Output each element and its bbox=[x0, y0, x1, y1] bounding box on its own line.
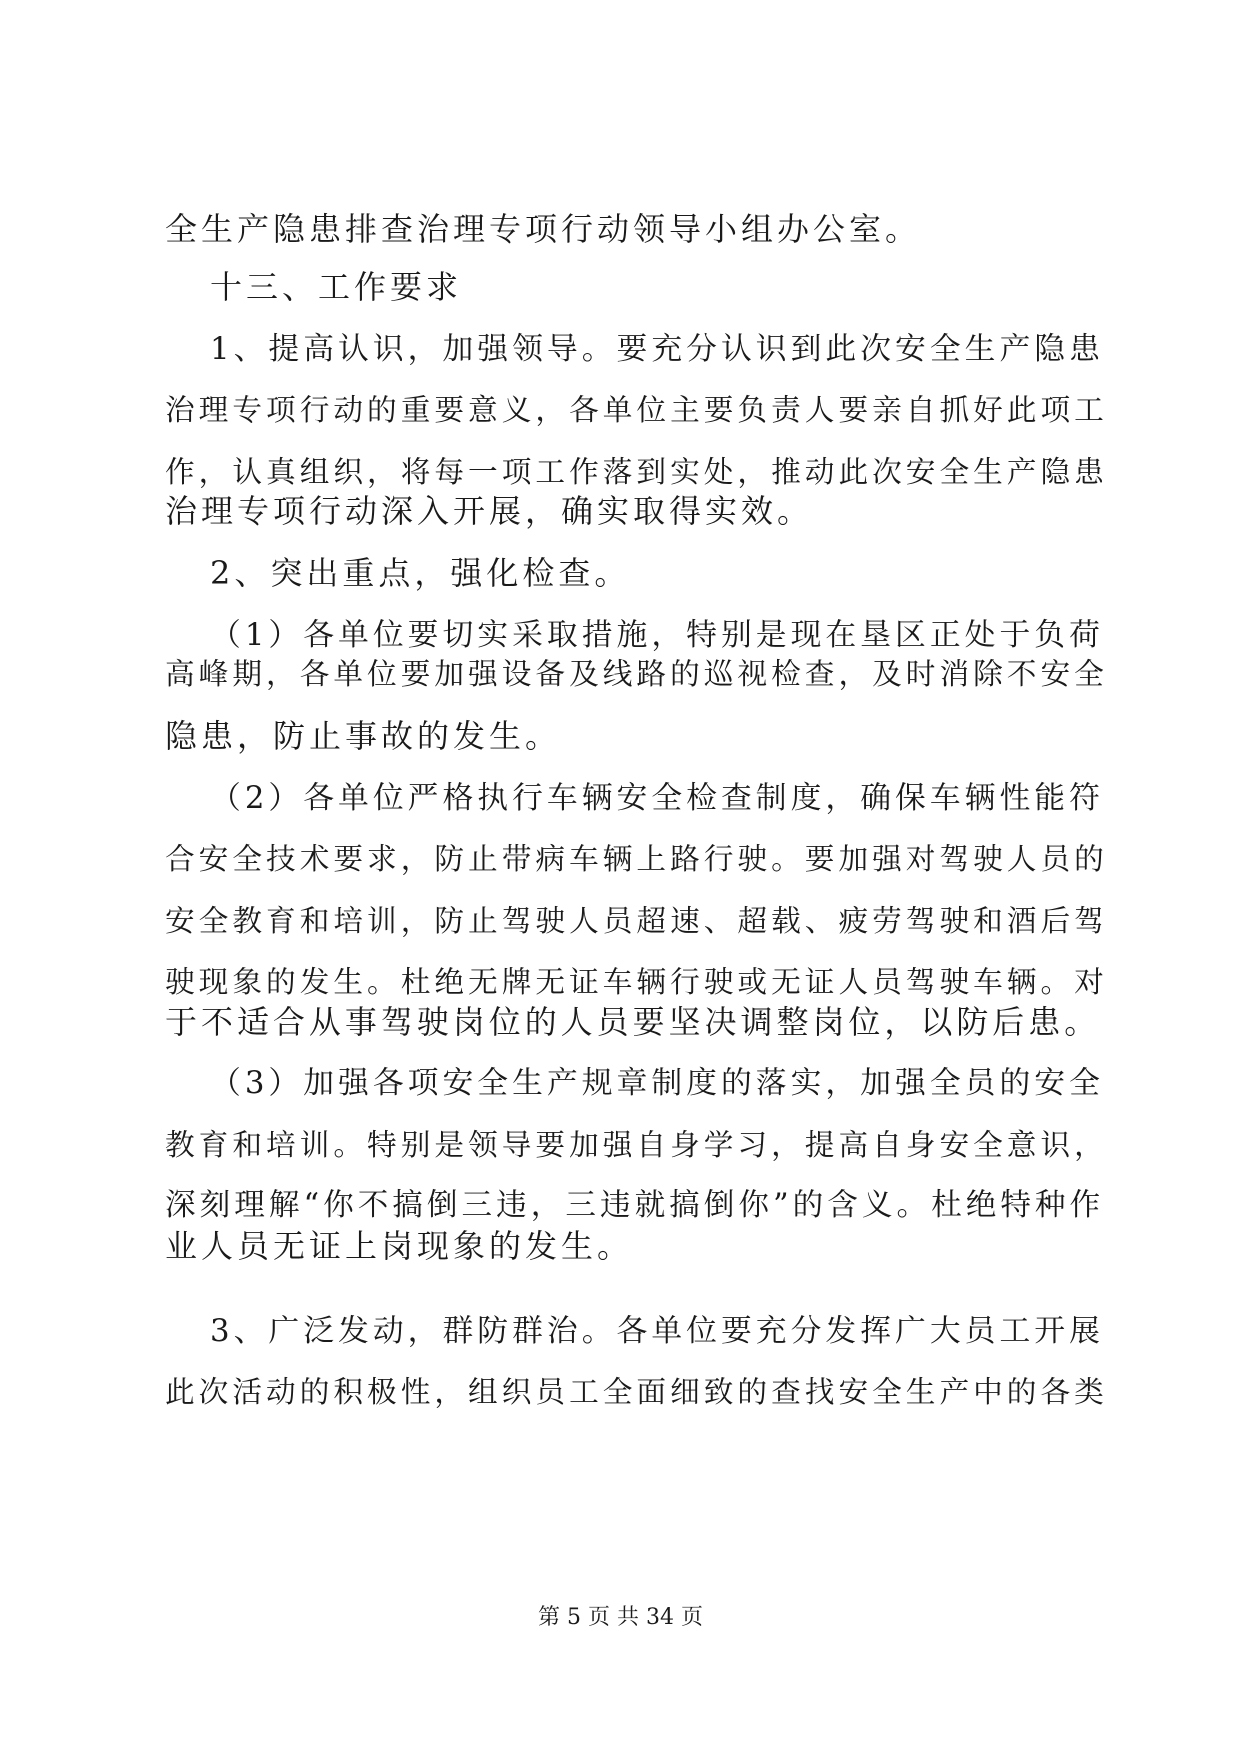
body-text-line: （3）加强各项安全生产规章制度的落实，加强全员的安全 bbox=[210, 1065, 1104, 1101]
body-text-line: （2）各单位严格执行车辆安全检查制度，确保车辆性能符 bbox=[210, 780, 1104, 816]
body-text-line: 于不适合从事驾驶岗位的人员要坚决调整岗位，以防后患。 bbox=[165, 1003, 1101, 1041]
body-text-line: 全生产隐患排查治理专项行动领导小组办公室。 bbox=[165, 210, 922, 248]
body-text-line: 驶现象的发生。杜绝无牌无证车辆行驶或无证人员驾驶车辆。对 bbox=[165, 964, 1108, 999]
body-text-line: 深刻理解“你不搞倒三违，三违就搞倒你”的含义。杜绝特种作 bbox=[165, 1188, 1105, 1223]
body-text-line: 治理专项行动深入开展，确实取得实效。 bbox=[165, 492, 814, 530]
body-text-line: 此次活动的积极性，组织员工全面细致的查找安全生产中的各类 bbox=[165, 1374, 1108, 1409]
section-heading: 十三、工作要求 bbox=[210, 268, 463, 306]
page-number-footer: 第 5 页 共 34 页 bbox=[538, 1605, 703, 1630]
subsection-heading: 2、突出重点，强化检查。 bbox=[210, 554, 631, 592]
body-text-line: 高峰期，各单位要加强设备及线路的巡视检查，及时消除不安全 bbox=[165, 656, 1108, 691]
body-text-line: （1）各单位要切实采取措施，特别是现在垦区正处于负荷 bbox=[210, 617, 1104, 653]
body-text-line: 合安全技术要求，防止带病车辆上路行驶。要加强对驾驶人员的 bbox=[165, 841, 1108, 876]
body-text-line: 3、广泛发动，群防群治。各单位要充分发挥广大员工开展 bbox=[210, 1313, 1104, 1349]
body-text-line: 治理专项行动的重要意义，各单位主要负责人要亲自抓好此项工 bbox=[165, 392, 1108, 427]
body-text-line: 教育和培训。特别是领导要加强自身学习，提高自身安全意识， bbox=[165, 1127, 1108, 1162]
body-text-line: 业人员无证上岗现象的发生。 bbox=[165, 1227, 634, 1265]
body-text-line: 1、提高认识，加强领导。要充分认识到此次安全生产隐患 bbox=[210, 331, 1104, 367]
body-text-line: 作，认真组织，将每一项工作落到实处，推动此次安全生产隐患 bbox=[165, 454, 1108, 489]
body-text-line: 安全教育和培训，防止驾驶人员超速、超载、疲劳驾驶和酒后驾 bbox=[165, 903, 1108, 938]
body-text-line: 隐患，防止事故的发生。 bbox=[165, 717, 562, 755]
